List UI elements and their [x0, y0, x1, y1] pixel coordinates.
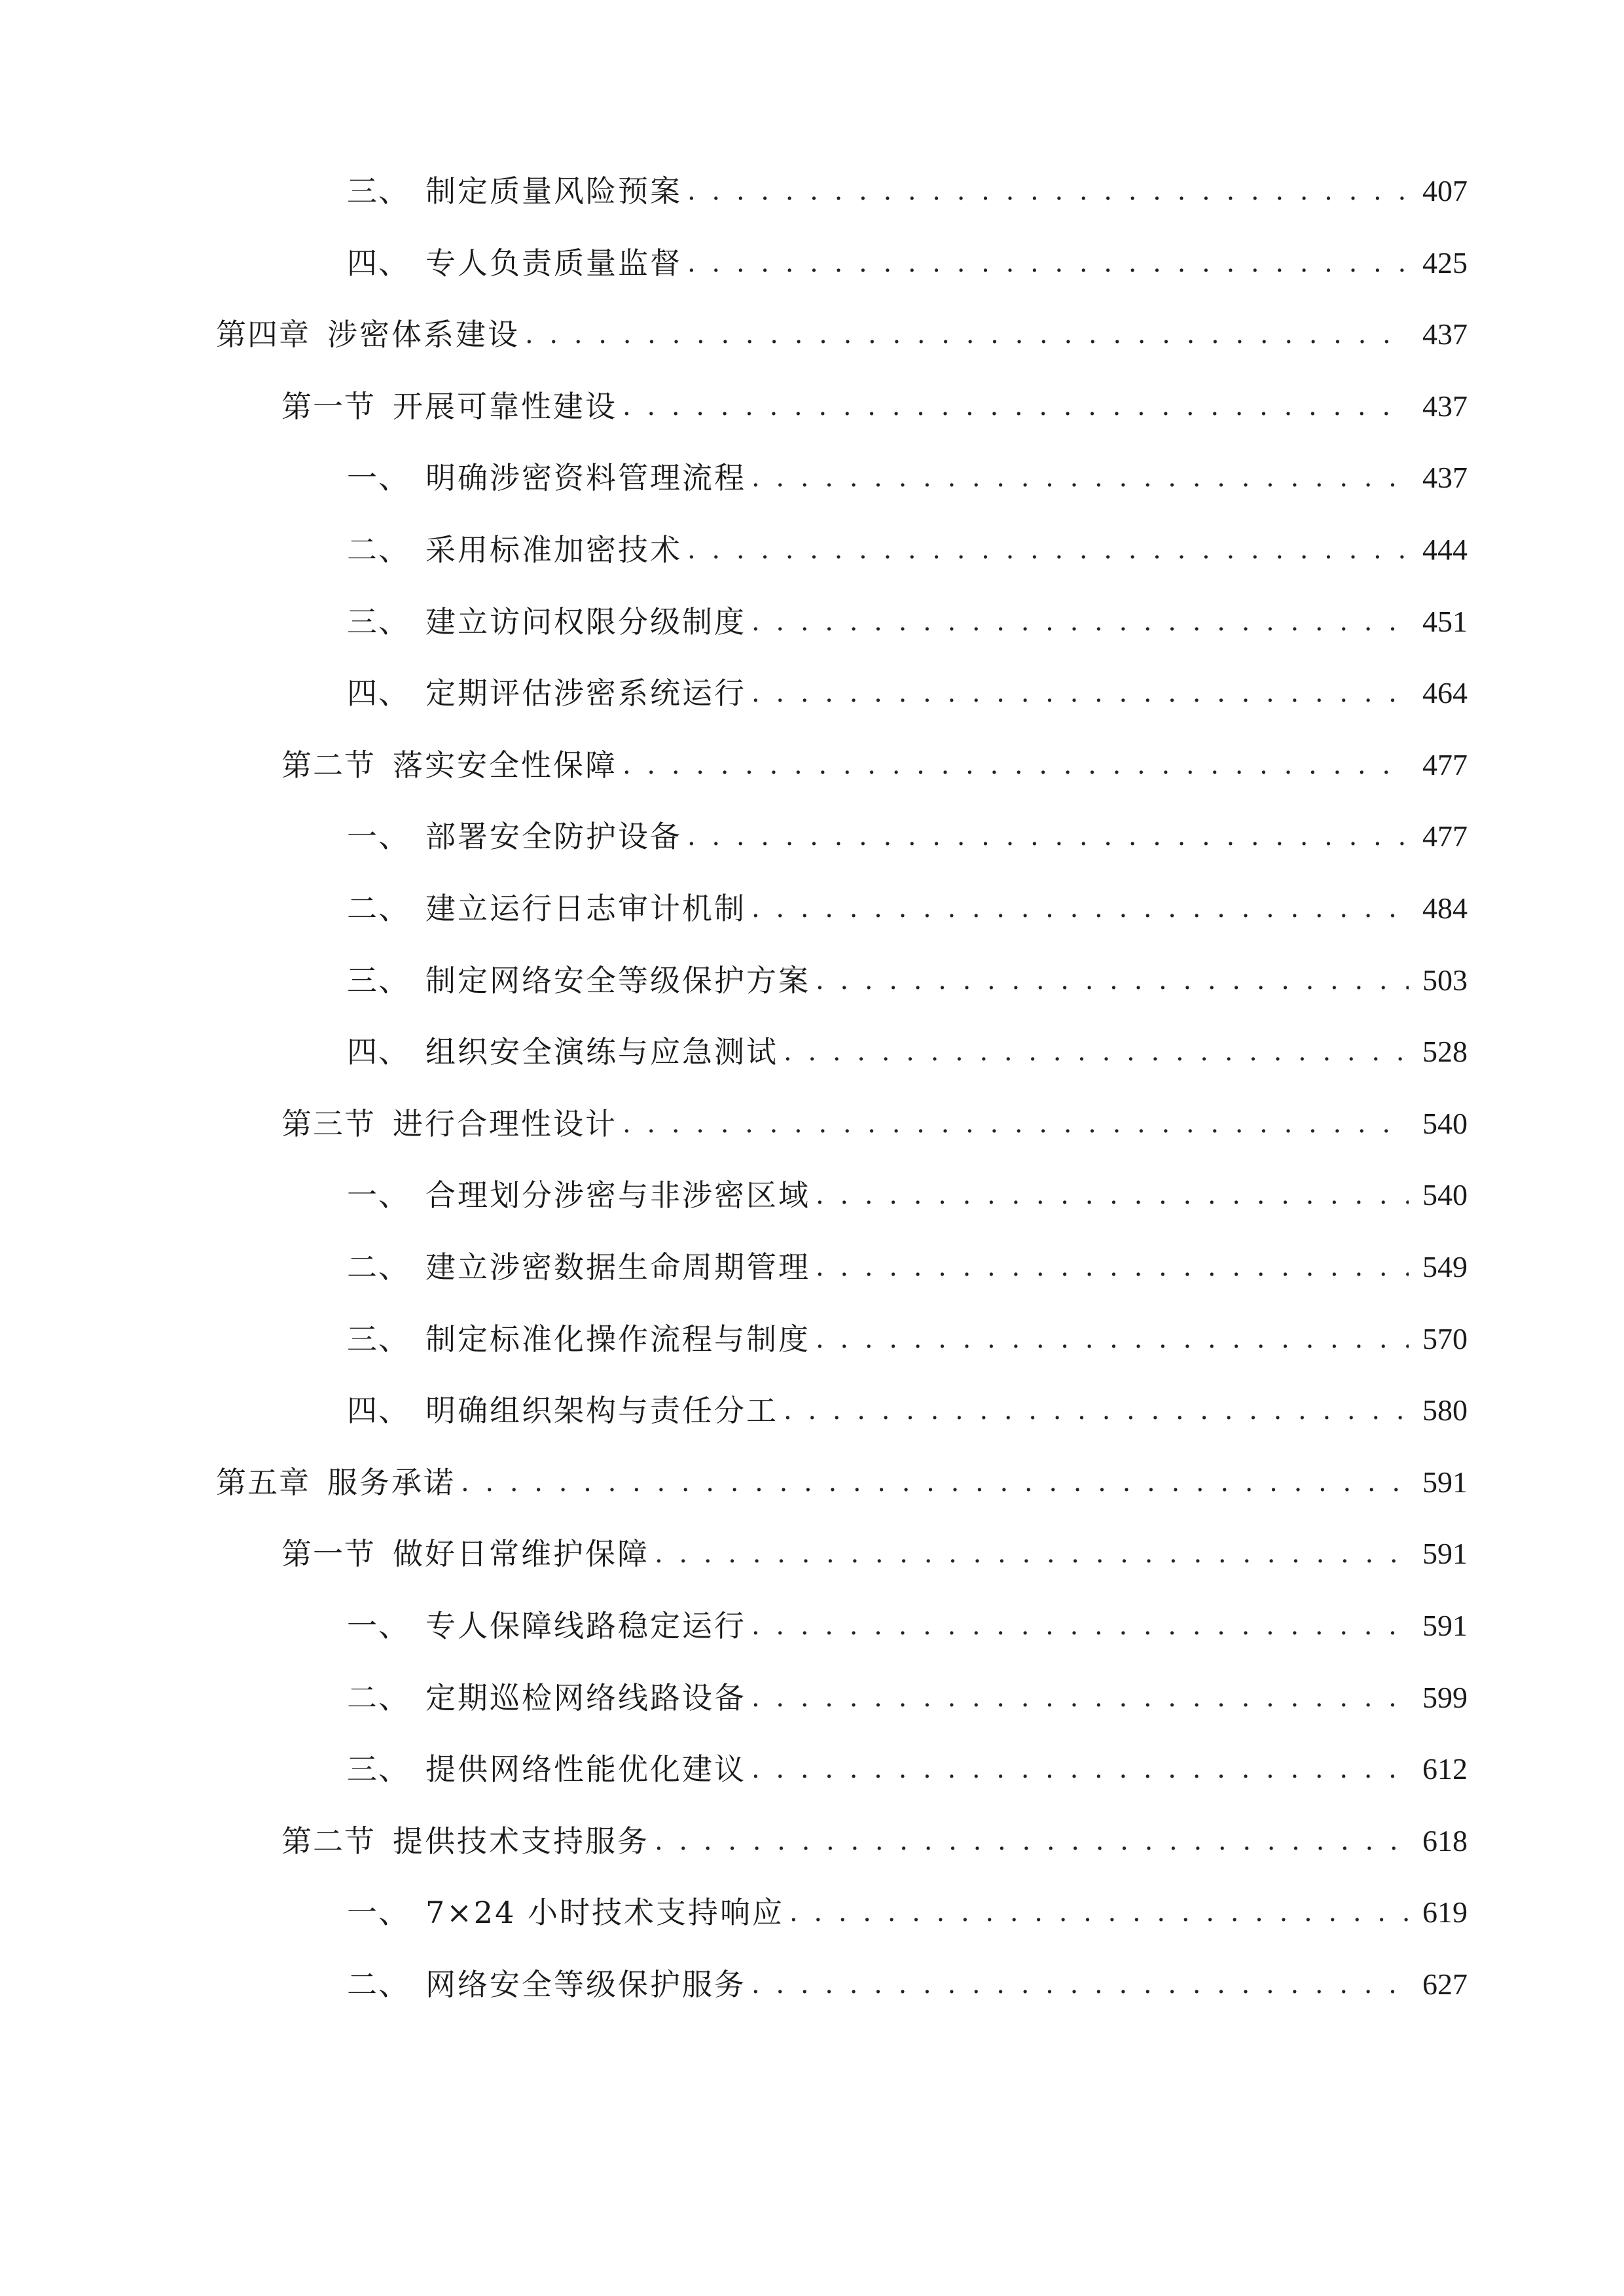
toc-entry-title: 部署安全防护设备: [425, 819, 682, 855]
toc-entry-number: 第一节: [281, 388, 376, 424]
toc-entry-chapter[interactable]: [216, 308, 1468, 361]
toc-entry-item[interactable]: [347, 1384, 1468, 1437]
toc-entry-number: 三、: [347, 962, 410, 998]
toc-entry-number: 第四章: [216, 317, 310, 353]
toc-entry-title: 制定网络安全等级保护方案: [425, 962, 810, 998]
toc-page-number: 464: [1422, 676, 1468, 710]
toc-page-number: 444: [1422, 533, 1468, 566]
toc-entry-title: 网络安全等级保护服务: [425, 1967, 746, 2002]
toc-dot-leader: [751, 667, 1409, 719]
toc-dot-leader: [623, 739, 1409, 791]
toc-dot-leader: [816, 954, 1409, 1007]
toc-entry-title: 明确组织架构与责任分工: [425, 1393, 778, 1429]
toc-dot-leader: [751, 596, 1409, 648]
toc-entry-title: 明确涉密资料管理流程: [425, 460, 746, 496]
toc-entry-number: 二、: [347, 1679, 410, 1715]
toc-entry-number: 第一节: [281, 1536, 376, 1572]
toc-page-number: 540: [1422, 1106, 1468, 1140]
toc-entry-item[interactable]: [347, 1313, 1468, 1365]
toc-page-number: 618: [1422, 1823, 1468, 1857]
toc-dot-leader: [687, 237, 1409, 289]
toc-entry-title: 服务承诺: [327, 1464, 456, 1500]
toc-entry-item[interactable]: [347, 165, 1468, 217]
toc-dot-leader: [687, 165, 1409, 217]
toc-entry-section[interactable]: [281, 1815, 1468, 1867]
toc-entry-number: 四、: [347, 675, 410, 711]
toc-entry-item[interactable]: [347, 954, 1468, 1007]
toc-page-number: 619: [1422, 1895, 1468, 1929]
toc-entry-title: 专人保障线路稳定运行: [425, 1608, 746, 1643]
toc-entry-item[interactable]: [347, 452, 1468, 504]
toc-entry-title: 采用标准加密技术: [425, 532, 682, 567]
toc-entry-item[interactable]: [347, 1958, 1468, 2011]
toc-dot-leader: [461, 1456, 1409, 1509]
toc-entry-title: 建立运行日志审计机制: [425, 891, 746, 926]
toc-entry-number: 二、: [347, 1967, 410, 2002]
toc-page-number: 591: [1422, 1609, 1468, 1642]
toc-entry-item[interactable]: [347, 1026, 1468, 1078]
toc-page-number: 425: [1422, 245, 1468, 279]
toc-entry-title: 7×24 小时技术支持响应: [425, 1895, 784, 1931]
toc-entry-number: 四、: [347, 1393, 410, 1429]
toc-entry-item[interactable]: [347, 237, 1468, 289]
toc-dot-leader: [816, 1313, 1409, 1365]
toc-entry-item[interactable]: [347, 1169, 1468, 1221]
toc-entry-number: 二、: [347, 1249, 410, 1285]
toc-entry-number: 二、: [347, 532, 410, 567]
toc-entry-title: 制定标准化操作流程与制度: [425, 1321, 810, 1357]
toc-entry-item[interactable]: [347, 1672, 1468, 1724]
toc-dot-leader: [687, 810, 1409, 863]
toc-entry-number: 三、: [347, 603, 410, 639]
toc-page-number: 451: [1422, 604, 1468, 638]
toc-entry-item[interactable]: [347, 1743, 1468, 1795]
toc-dot-leader: [525, 308, 1409, 361]
toc-entry-item[interactable]: [347, 810, 1468, 863]
toc-page-number: 477: [1422, 747, 1468, 781]
toc-entry-number: 三、: [347, 1751, 410, 1787]
toc-page-number: 591: [1422, 1465, 1468, 1499]
toc-dot-leader: [655, 1815, 1409, 1867]
toc-entry-number: 四、: [347, 245, 410, 281]
toc-page-number: 540: [1422, 1178, 1468, 1212]
toc-entry-title: 进行合理性设计: [393, 1105, 617, 1141]
toc-page-number: 580: [1422, 1393, 1468, 1427]
toc-dot-leader: [687, 524, 1409, 576]
toc-entry-section[interactable]: [281, 739, 1468, 791]
toc-entry-title: 涉密体系建设: [327, 317, 520, 353]
toc-dot-leader: [751, 1600, 1409, 1652]
toc-page-number: 570: [1422, 1321, 1468, 1355]
toc-entry-title: 落实安全性保障: [393, 747, 617, 783]
toc-entry-title: 建立访问权限分级制度: [425, 603, 746, 639]
toc-entry-number: 一、: [347, 1608, 410, 1643]
toc-page-number: 591: [1422, 1537, 1468, 1571]
toc-entry-number: 第三节: [281, 1105, 376, 1141]
toc-page-number: 627: [1422, 1967, 1468, 2001]
toc-dot-leader: [784, 1026, 1409, 1078]
toc-entry-number: 一、: [347, 819, 410, 855]
toc-entry-number: 一、: [347, 1895, 410, 1931]
toc-page-number: 549: [1422, 1250, 1468, 1283]
toc-dot-leader: [751, 1743, 1409, 1795]
toc-dot-leader: [789, 1886, 1409, 1939]
toc-entry-title: 做好日常维护保障: [393, 1536, 649, 1572]
toc-entry-item[interactable]: [347, 882, 1468, 935]
toc-page-number: 437: [1422, 317, 1468, 351]
toc-entry-section[interactable]: [281, 380, 1468, 433]
toc-dot-leader: [751, 1672, 1409, 1724]
toc-entry-number: 第二节: [281, 747, 376, 783]
toc-page-number: 503: [1422, 963, 1468, 997]
toc-entry-title: 提供技术支持服务: [393, 1823, 649, 1859]
toc-dot-leader: [784, 1384, 1409, 1437]
toc-entry-item[interactable]: [347, 1600, 1468, 1652]
toc-entry-number: 第二节: [281, 1823, 376, 1859]
toc-entry-title: 建立涉密数据生命周期管理: [425, 1249, 810, 1285]
toc-entry-title: 专人负责质量监督: [425, 245, 682, 281]
toc-entry-number: 二、: [347, 891, 410, 926]
toc-entry-number: 三、: [347, 1321, 410, 1357]
toc-dot-leader: [655, 1528, 1409, 1580]
toc-entry-title: 组织安全演练与应急测试: [425, 1034, 778, 1070]
toc-dot-leader: [623, 1098, 1409, 1150]
toc-entry-number: 一、: [347, 1177, 410, 1213]
toc-entry-title: 定期评估涉密系统运行: [425, 675, 746, 711]
toc-entry-item[interactable]: [347, 596, 1468, 648]
toc-page-number: 437: [1422, 461, 1468, 495]
toc-dot-leader: [751, 1958, 1409, 2011]
toc-entry-chapter[interactable]: [216, 1456, 1468, 1509]
toc-entry-item[interactable]: [347, 667, 1468, 719]
toc-entry-title: 制定质量风险预案: [425, 173, 682, 209]
toc-page-number: 599: [1422, 1680, 1468, 1714]
toc-page-number: 407: [1422, 174, 1468, 207]
toc-entry-number: 一、: [347, 460, 410, 496]
toc-dot-leader: [816, 1241, 1409, 1293]
toc-dot-leader: [816, 1169, 1409, 1221]
toc-entry-title: 提供网络性能优化建议: [425, 1751, 746, 1787]
toc-page-number: 528: [1422, 1035, 1468, 1069]
toc-dot-leader: [751, 452, 1409, 504]
toc-entry-title: 合理划分涉密与非涉密区域: [425, 1177, 810, 1213]
toc-entry-number: 第五章: [216, 1464, 310, 1500]
toc-entry-title: 定期巡检网络线路设备: [425, 1679, 746, 1715]
toc-entry-section[interactable]: [281, 1098, 1468, 1150]
toc-dot-leader: [751, 882, 1409, 935]
toc-entry-item[interactable]: [347, 1886, 1468, 1939]
toc-entry-item[interactable]: [347, 1241, 1468, 1293]
toc-entry-title: 开展可靠性建设: [393, 388, 617, 424]
toc-entry-section[interactable]: [281, 1528, 1468, 1580]
toc-page-number: 437: [1422, 389, 1468, 423]
toc-page-number: 484: [1422, 891, 1468, 925]
toc-dot-leader: [623, 380, 1409, 433]
toc-entry-number: 三、: [347, 173, 410, 209]
toc-entry-number: 四、: [347, 1034, 410, 1070]
toc-page-number: 477: [1422, 819, 1468, 853]
toc-page-number: 612: [1422, 1752, 1468, 1786]
toc-entry-item[interactable]: [347, 524, 1468, 576]
